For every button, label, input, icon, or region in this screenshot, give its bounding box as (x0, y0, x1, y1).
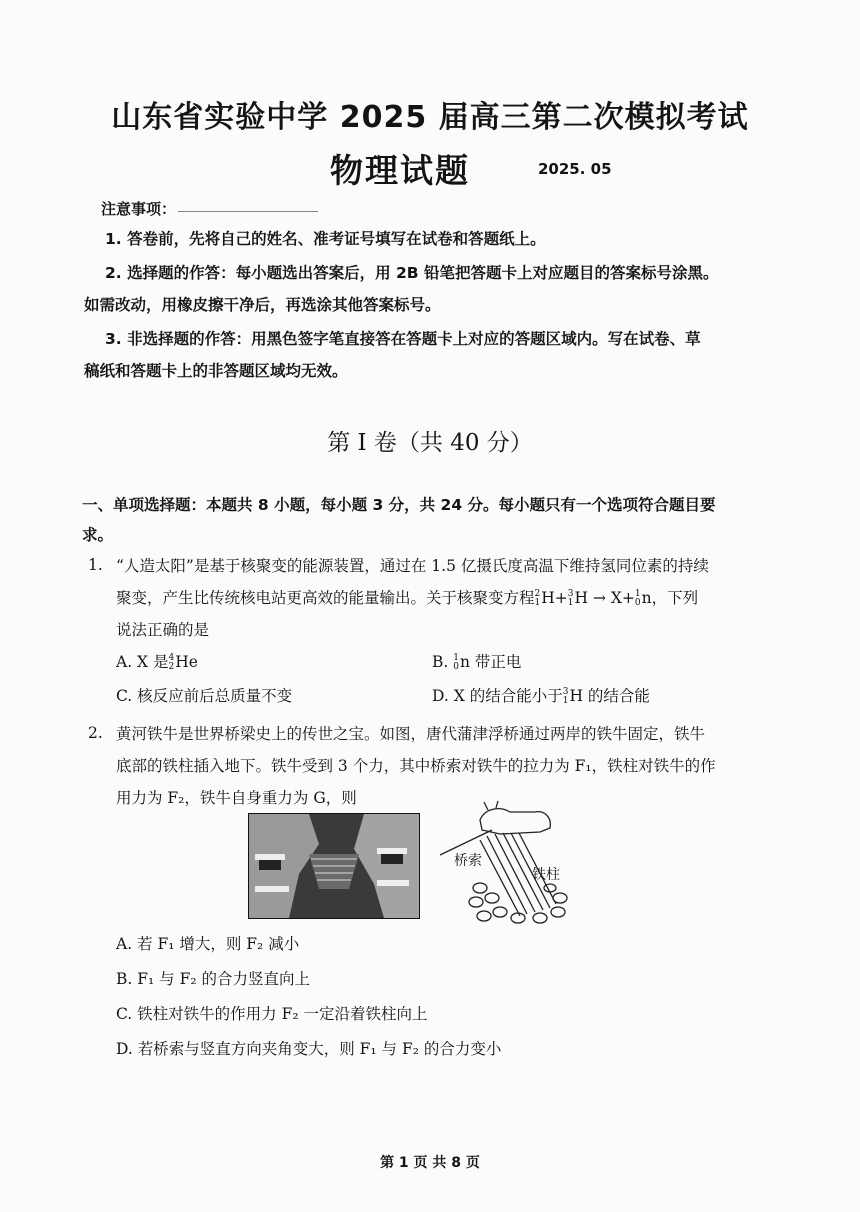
fusion-equation: 2 1 H+ 3 1 H → X+ 1 0 n (534, 589, 652, 608)
q1-number: 1. (88, 556, 103, 574)
notice-item-3-line-1: 3. 非选择题的作答：用黑色签字笔直接答在答题卡上对应的答题区域内。写在试卷、草 (105, 330, 701, 348)
q1-option-c: C. 核反应前后总质量不变 (116, 687, 293, 705)
q1-option-a: A. X 是 4 2 He (116, 653, 198, 672)
volume-title: 第 I 卷（共 40 分） (327, 430, 533, 456)
q1-option-d: D. X 的结合能小于 3 1 H 的结合能 (432, 687, 650, 706)
iron-ox-diagram (440, 800, 570, 925)
subject-title: 物理试题 (330, 151, 470, 190)
q1-option-b-text: n 带正电 (460, 653, 522, 671)
notice-underline (178, 211, 318, 212)
q1-option-d-prefix: D. X 的结合能小于 (432, 687, 563, 705)
notice-item-3-line-2: 稿纸和答题卡上的非答题区域均无效。 (84, 362, 348, 380)
label-cable: 桥索 (454, 853, 482, 869)
section-1-heading (82, 490, 772, 550)
q2-option-c: C. 铁柱对铁牛的作用力 F₂ 一定沿着铁柱向上 (116, 1005, 428, 1023)
q1-line-1: “人造太阳”是基于核聚变的能源装置，通过在 1.5 亿摄氏度高温下维持氢同位素的持续 (116, 557, 709, 575)
section-1-line-2: 求。 (82, 526, 114, 544)
notice-item-2-line-2: 如需改动，用橡皮擦干净后，再选涂其他答案标号。 (84, 296, 441, 314)
school-title: 山东省实验中学 2025 届高三第二次模拟考试 (111, 100, 749, 135)
q1-option-a-prefix: A. X 是 (116, 653, 169, 671)
q1-line-2 (116, 582, 698, 614)
q2-option-a: A. 若 F₁ 增大，则 F₂ 减小 (116, 935, 300, 953)
q2-option-b: B. F₁ 与 F₂ 的合力竖直向上 (116, 970, 310, 988)
q2-line-2: 底部的铁柱插入地下。铁牛受到 3 个力，其中桥索对铁牛的拉力为 F₁，铁柱对铁牛的作 (116, 757, 716, 775)
iron-ox-photo (248, 813, 420, 919)
notice-item-2-line-1: 2. 选择题的作答：每小题选出答案后，用 2B 铅笔把答题卡上对应题目的答案标号涂黑。 (105, 264, 719, 282)
section-1-line-1: 一、单项选择题：本题共 8 小题，每小题 3 分，共 24 分。每小题只有一个选项符合题目要 (82, 496, 716, 514)
q1-line-3: 说法正确的是 (116, 621, 210, 639)
q1-option-b: B. 1 0 n 带正电 (432, 653, 522, 672)
notice-heading: 注意事项： (101, 200, 177, 218)
q1-option-a-symbol: He (175, 653, 198, 671)
page-footer: 第 1 页 共 8 页 (380, 1155, 480, 1171)
notice-item-1: 1. 答卷前，先将自己的姓名、准考证号填写在试卷和答题纸上。 (105, 230, 546, 248)
exam-date: 2025. 05 (538, 160, 612, 178)
q1-option-b-prefix: B. (432, 653, 449, 671)
q2-line-1: 黄河铁牛是世界桥梁史上的传世之宝。如图，唐代蒲津浮桥通过两岸的铁牛固定，铁牛 (116, 725, 706, 743)
q2-option-d: D. 若桥索与竖直方向夹角变大，则 F₁ 与 F₂ 的合力变小 (116, 1040, 502, 1058)
q1-option-d-suffix: H 的结合能 (569, 687, 650, 705)
q1-line-2-suffix: ，下列 (651, 589, 699, 607)
label-pillar: 铁柱 (532, 867, 560, 883)
iron-ox-photo-graphic (249, 814, 419, 918)
q2-number: 2. (88, 724, 103, 742)
q2-line-3: 用力为 F₂，铁牛自身重力为 G，则 (116, 789, 357, 807)
q1-line-2-prefix: 聚变，产生比传统核电站更高效的能量输出。关于核聚变方程 (116, 589, 535, 607)
